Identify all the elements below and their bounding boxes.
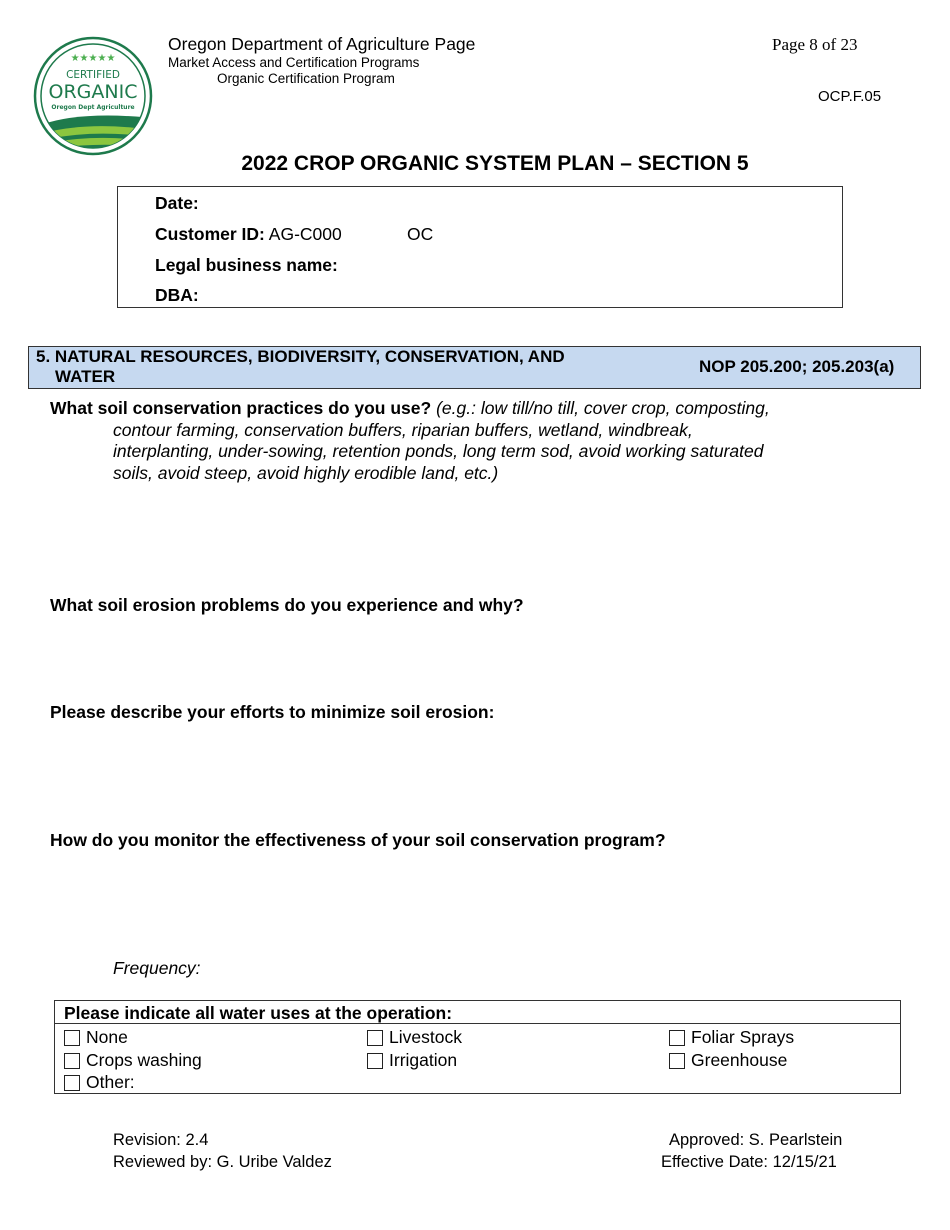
dba-label: DBA: (155, 285, 199, 305)
footer-effective-date: Effective Date: 12/15/21 (661, 1153, 837, 1171)
date-row (155, 193, 199, 214)
option-label-irrigation: Irrigation (389, 1050, 458, 1070)
option-label-greenhouse: Greenhouse (691, 1050, 788, 1070)
section-title-line1: 5. NATURAL RESOURCES, BIODIVERSITY, CONSERVATION, AND (36, 347, 565, 366)
water-option-crops-washing[interactable] (64, 1050, 202, 1071)
option-label-foliar-sprays: Foliar Sprays (691, 1027, 795, 1047)
checkbox-greenhouse[interactable] (669, 1053, 685, 1069)
frequency-label: Frequency: (113, 958, 201, 978)
water-option-livestock[interactable] (367, 1027, 462, 1048)
water-option-greenhouse[interactable] (669, 1050, 787, 1071)
org-name: Oregon Department of Agriculture Page (168, 34, 476, 54)
checkbox-foliar-sprays[interactable] (669, 1030, 685, 1046)
q1-example-line4: soils, avoid steep, avoid highly erodible land, etc.) (113, 462, 499, 483)
option-label-livestock: Livestock (389, 1027, 462, 1047)
section-title-line2: WATER (55, 367, 116, 386)
option-label-crops-washing: Crops washing (86, 1050, 202, 1070)
customer-id-label: Customer ID: (155, 224, 265, 244)
water-uses-heading: Please indicate all water uses at the operation: (64, 1003, 453, 1023)
question-erosion-efforts: Please describe your efforts to minimize soil erosion: (50, 702, 495, 722)
q1-example-line3: interplanting, under-sowing, retention ponds, long term sod, avoid working saturated (113, 441, 764, 461)
footer-reviewed-by: Reviewed by: G. Uribe Valdez (113, 1153, 332, 1171)
certified-organic-logo (33, 36, 153, 156)
footer-approved: Approved: S. Pearlstein (669, 1131, 843, 1149)
customer-id-value: AG-C000 (268, 224, 342, 244)
water-option-other[interactable] (64, 1072, 135, 1093)
question-erosion-problems: What soil erosion problems do you experience and why? (50, 595, 524, 615)
checkbox-other[interactable] (64, 1075, 80, 1091)
q1-label: What soil conservation practices do you use? (50, 398, 432, 418)
water-option-irrigation[interactable] (367, 1050, 457, 1071)
q1-example-line2: contour farming, conservation buffers, riparian buffers, wetland, windbreak, (113, 419, 693, 440)
checkbox-none[interactable] (64, 1030, 80, 1046)
logo-top-text: CERTIFIED (66, 69, 120, 81)
org-subtitle-programs: Market Access and Certification Programs (168, 55, 420, 70)
checkbox-crops-washing[interactable] (64, 1053, 80, 1069)
page-number: Page 8 of 23 (772, 35, 858, 54)
section-reference: NOP 205.200; 205.203(a) (699, 357, 895, 376)
dba-row (155, 285, 199, 306)
checkbox-irrigation[interactable] (367, 1053, 383, 1069)
question-soil-conservation (50, 398, 850, 484)
question-monitor-effectiveness: How do you monitor the effectiveness of your soil conservation program? (50, 830, 666, 850)
q1-example-start: (e.g.: low till/no till, cover crop, composting, (436, 398, 770, 418)
org-subtitle-organic: Organic Certification Program (217, 71, 395, 86)
option-label-none: None (86, 1027, 128, 1047)
logo-main-text: ORGANIC (48, 81, 138, 103)
customer-id-suffix: OC (407, 224, 434, 244)
date-label: Date: (155, 193, 199, 213)
checkbox-livestock[interactable] (367, 1030, 383, 1046)
water-option-foliar-sprays[interactable] (669, 1027, 794, 1048)
document-title: 2022 CROP ORGANIC SYSTEM PLAN – SECTION 5 (241, 152, 749, 175)
logo-stars: ★★★★★ (70, 53, 116, 64)
form-code: OCP.F.05 (818, 88, 882, 105)
customer-id-row (155, 224, 342, 245)
legal-name-label: Legal business name: (155, 255, 338, 275)
section-title (36, 347, 565, 387)
option-label-other: Other: (86, 1072, 135, 1092)
customer-info-box (117, 186, 843, 308)
water-option-none[interactable] (64, 1027, 128, 1048)
legal-name-row (155, 255, 338, 276)
logo-bottom-text: Oregon Dept Agriculture (51, 104, 135, 111)
footer-revision: Revision: 2.4 (113, 1131, 209, 1149)
